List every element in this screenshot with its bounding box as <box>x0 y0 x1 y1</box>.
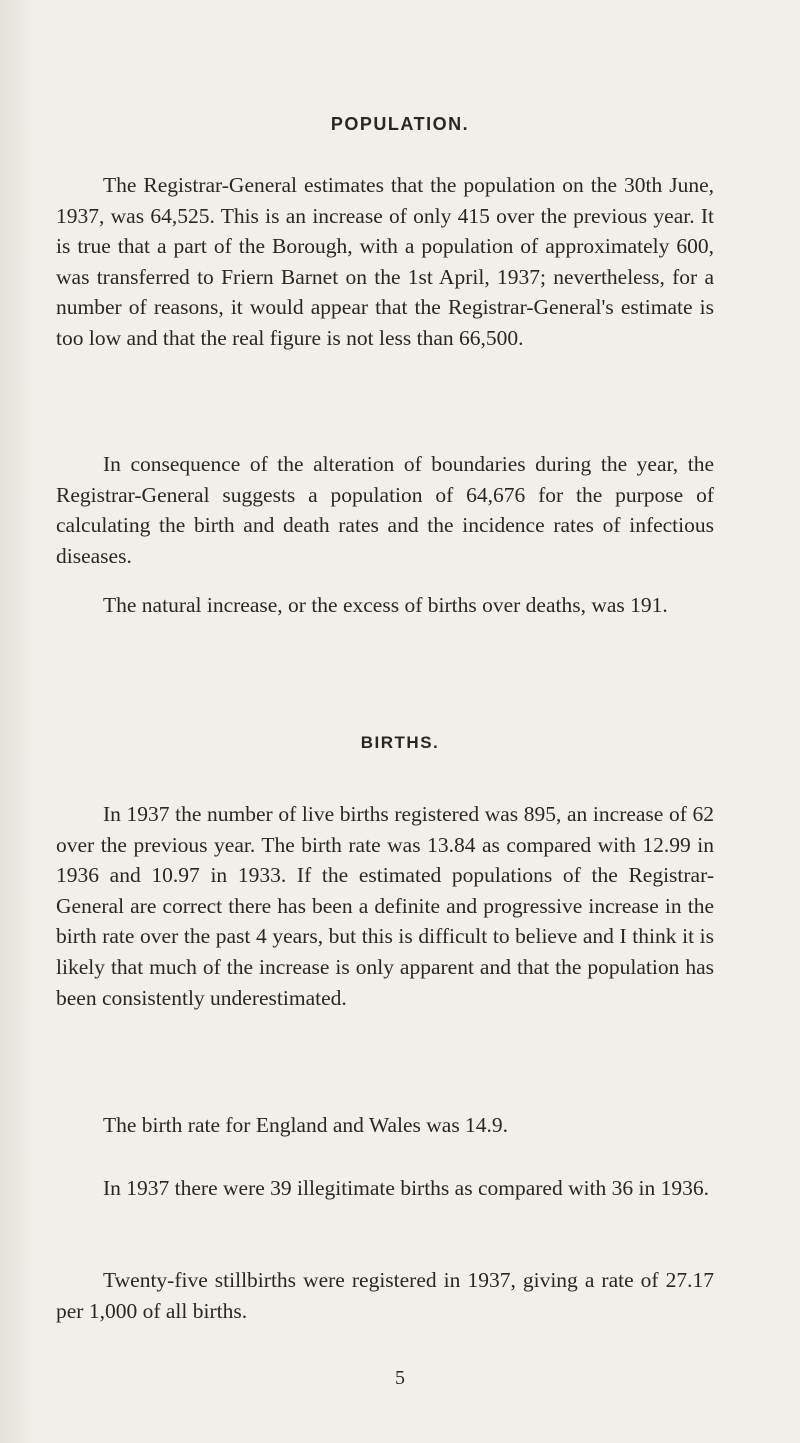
births-paragraph-stillbirths: Twenty-five stillbirths were registered in 1937, giving a rate of 27.17 per 1,000 of all births. <box>56 1268 714 1323</box>
population-paragraph-boundaries: In consequence of the alteration of boundaries during the year, the Registrar-General suggests a population of 64,676 for the purpose of calculating the birth and death rates and the incidence rates of infectious diseases. <box>56 452 714 568</box>
births-paragraph-england-wales-rate: The birth rate for England and Wales was 14.9. <box>103 1113 509 1137</box>
population-paragraph-estimate: The Registrar-General estimates that the population on the 30th June, 1937, was 64,525. This is an increase of only 415 over the previous year. It is true that a part of the Borough, with a population of approximately 600, was transferred to Friern Barnet on the 1st April, 1937; nevertheless, for a number of reasons, it would appear that the Registrar-General's estimate is too low and that the real figure is not less than 66,500. <box>56 173 714 350</box>
births-paragraph-illegitimate: In 1937 there were 39 illegitimate births as compared with 36 in 1936. <box>103 1176 710 1200</box>
births-paragraph-live-births: In 1937 the number of live births registered was 895, an increase of 62 over the previous year. The birth rate was 13.84 as compared with 12.99 in 1936 and 10.97 in 1933. If the estimated populations of the Registrar-General are correct there has been a definite and progressive increase in the birth rate over the past 4 years, but this is difficult to believe and I think it is likely that much of the increase is only apparent and that the population has been consistently underestimated. <box>56 802 714 1010</box>
population-heading: POPULATION. <box>330 114 470 134</box>
population-paragraph-natural-increase: The natural increase, or the excess of births over deaths, was 191. <box>103 593 668 617</box>
page-number: 5 <box>395 1367 405 1389</box>
births-heading: BIRTHS. <box>360 733 440 752</box>
